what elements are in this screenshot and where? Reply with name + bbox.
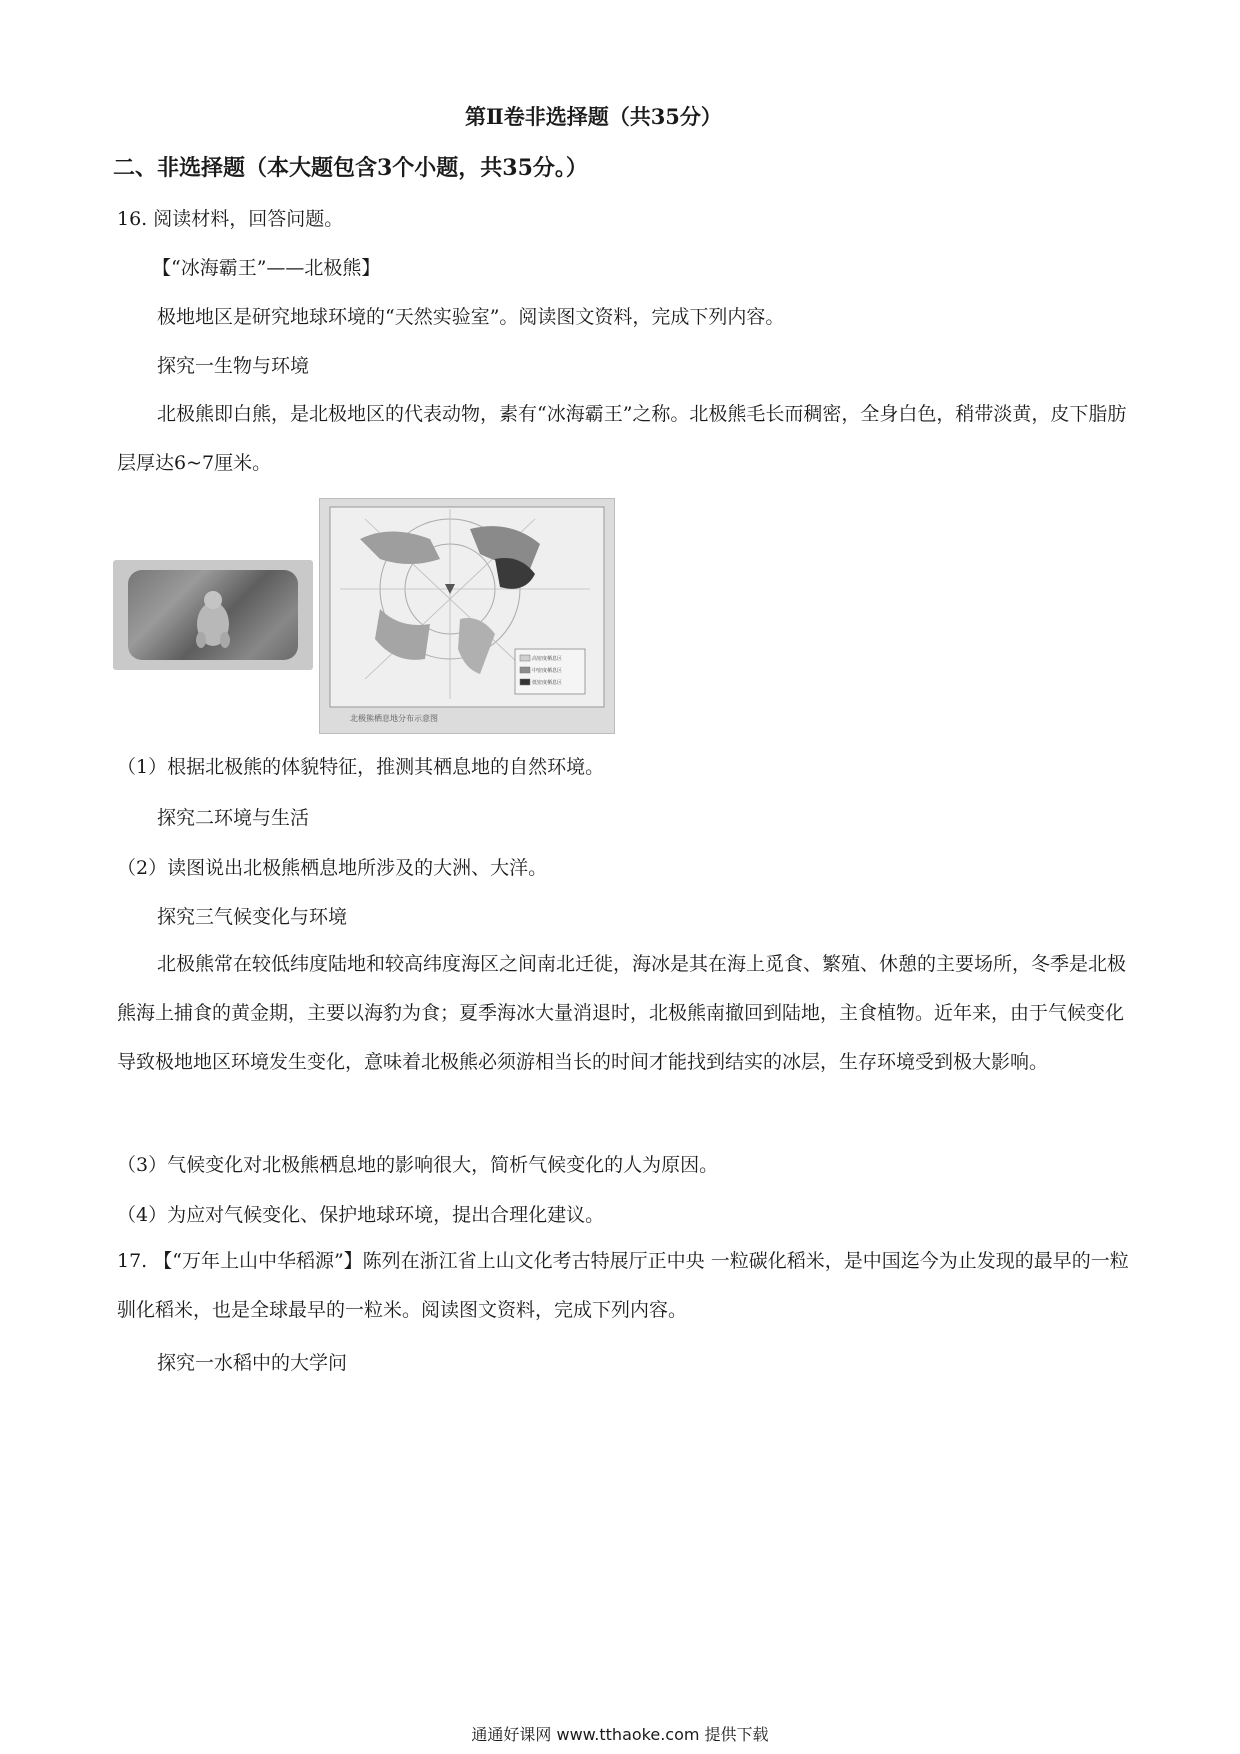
part-heading: 二、非选择题（本大题包含3个小题，共35分。） [113, 155, 588, 181]
polar-bear-photo [113, 560, 313, 670]
q16-inquiry-1: 探究一生物与环境 [157, 355, 310, 377]
q16-sub-question-4: （4）为应对气候变化、保护地球环境，提出合理化建议。 [117, 1204, 605, 1226]
legend-item: 低密度栖息区 [532, 680, 563, 686]
q16-stem: 16. 阅读材料，回答问题。 [117, 208, 344, 230]
map-caption: 北极熊栖息地分布示意图 [350, 714, 438, 723]
q16-sub-question-3: （3）气候变化对北极熊栖息地的影响很大，简析气候变化的人为原因。 [117, 1154, 719, 1176]
arctic-habitat-map [319, 498, 615, 734]
q16-inquiry-3: 探究三气候变化与环境 [157, 906, 348, 928]
q16-sub-question-1: （1）根据北极熊的体貌特征，推测其栖息地的自然环境。 [117, 756, 605, 778]
legend-item: 中密度栖息区 [532, 668, 563, 674]
q16-sub-question-2: （2）读图说出北极熊栖息地所涉及的大洲、大洋。 [117, 857, 548, 879]
q16-topic: 【“冰海霸王”——北极熊】 [152, 257, 381, 279]
q16-inquiry-2: 探究二环境与生活 [157, 807, 310, 829]
q16-material-3: 北极熊常在较低纬度陆地和较高纬度海区之间南北迁徙，海冰是其在海上觅食、繁殖、休憩的主要场所，冬季是北极熊海上捕食的黄金期，主要以海豹为食；夏季海冰大量消退时，北极熊南撤回到陆地，主食植物。近年来，由于气候变化导致极地地区环境发生变化，意味着北极熊必须游相当长的时间才能找到结实的冰层，生存环境受到极大影响。 [117, 953, 1127, 1073]
map-legend [532, 653, 562, 689]
section-title: 第Ⅱ卷非选择题（共35分） [465, 104, 722, 129]
q17-stem: 17. 【“万年上山中华稻源”】陈列在浙江省上山文化考古特展厅正中央 一粒碳化稻米，是中国迄今为止发现的最早的一粒驯化稻米，也是全球最早的一粒米。阅读图文资料，完成下列内容。 [117, 1250, 1129, 1321]
legend-item: 高密度栖息区 [532, 656, 563, 662]
polar-bear-icon [183, 588, 243, 650]
q16-intro: 极地地区是研究地球环境的“天然实验室”。阅读图文资料，完成下列内容。 [157, 306, 785, 328]
arctic-map-graphic [320, 499, 614, 733]
q16-material-1: 北极熊即白熊，是北极地区的代表动物，素有“冰海霸王”之称。北极熊毛长而稠密，全身白色，稍带淡黄，皮下脂肪层厚达6~7厘米。 [117, 403, 1127, 474]
page-footer: 通通好课网 www.tthaoke.com 提供下载 [471, 1725, 769, 1744]
q17-inquiry-1: 探究一水稻中的大学问 [157, 1352, 348, 1374]
